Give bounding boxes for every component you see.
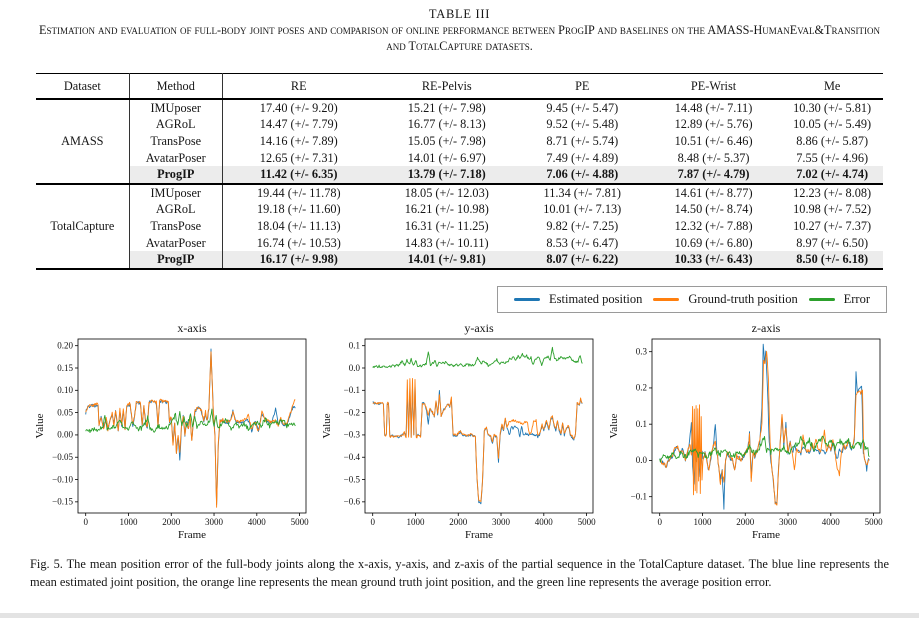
y-tick-label: 0.00 (57, 429, 73, 440)
y-tick-label: 0.1 (348, 340, 360, 351)
y-axis-label: Value (321, 413, 333, 439)
legend-label: Error (843, 292, 870, 306)
value-cell: 8.50 (+/- 6.18) (781, 251, 883, 269)
x-tick-label: 5000 (864, 517, 883, 527)
method-cell: ProgIP (129, 166, 222, 184)
x-tick-label: 4000 (534, 517, 553, 527)
value-cell: 9.82 (+/- 7.25) (546, 218, 619, 233)
table-row (36, 235, 883, 252)
y-tick-label: 0.0 (348, 362, 360, 373)
table-section-totalcapture (36, 184, 883, 269)
series-ground-truth-position (86, 352, 296, 508)
value-cell: 10.98 (+/- 7.52) (793, 202, 872, 217)
value-cell: 12.65 (+/- 7.31) (259, 150, 338, 165)
y-tick-label: 0.05 (57, 407, 73, 418)
value-cell: 14.48 (+/- 7.11) (674, 100, 753, 115)
table-row (36, 202, 883, 219)
value-cell: 8.97 (+/- 6.50) (796, 235, 869, 250)
value-cell: 8.48 (+/- 5.37) (677, 150, 750, 165)
legend-item (514, 292, 642, 307)
table-row (36, 117, 883, 134)
table-title: TABLE III (428, 7, 491, 21)
y-axis-label: Value (608, 413, 620, 439)
value-cell: 18.04 (+/- 11.13) (256, 218, 341, 233)
value-cell: 9.52 (+/- 5.48) (546, 117, 619, 132)
value-cell: 14.01 (+/- 6.97) (407, 150, 486, 165)
table-row (36, 184, 883, 202)
plot-frame (78, 339, 306, 513)
value-cell: 8.71 (+/- 5.74) (546, 133, 619, 148)
value-cell: 12.32 (+/- 7.88) (674, 218, 753, 233)
value-cell: 10.69 (+/- 6.80) (674, 235, 753, 250)
value-cell: 7.55 (+/- 4.96) (796, 150, 869, 165)
x-tick-label: 1000 (693, 517, 712, 527)
table-row (36, 150, 883, 167)
legend-item (809, 292, 870, 307)
chart-title: y-axis (464, 321, 494, 335)
value-cell: 7.06 (+/- 4.88) (519, 166, 646, 184)
value-cell: 15.21 (+/- 7.98) (407, 100, 486, 115)
results-table (36, 73, 883, 270)
chart-legend (497, 286, 887, 313)
series-estimated-position (660, 344, 870, 509)
x-tick-label: 2000 (449, 517, 468, 527)
legend-line-swatch (653, 298, 679, 301)
value-cell: 12.89 (+/- 5.76) (674, 117, 753, 132)
y-tick-label: 0.0 (635, 455, 647, 466)
y-tick-label: 0.10 (57, 385, 73, 396)
x-tick-label: 0 (657, 517, 662, 527)
value-cell: 8.07 (+/- 6.22) (519, 251, 646, 269)
value-cell: 9.45 (+/- 5.47) (546, 100, 619, 115)
value-cell: 11.42 (+/- 6.35) (222, 166, 374, 184)
method-cell: TransPose (129, 133, 222, 150)
value-cell: 14.83 (+/- 10.11) (404, 235, 489, 250)
value-cell: 14.01 (+/- 9.81) (375, 251, 519, 269)
x-tick-label: 0 (370, 517, 375, 527)
value-cell: 12.23 (+/- 8.08) (793, 185, 872, 200)
chart-title: x-axis (177, 321, 207, 335)
column-header-re-pelvis: RE-Pelvis (375, 74, 519, 100)
y-axis-label: Value (34, 413, 46, 439)
chart-y-axis (319, 319, 601, 547)
value-cell: 19.44 (+/- 11.78) (256, 185, 341, 200)
dataset-cell: AMASS (36, 99, 129, 184)
column-header-dataset: Dataset (36, 74, 129, 100)
value-cell: 13.79 (+/- 7.18) (375, 166, 519, 184)
y-tick-label: −0.6 (343, 496, 360, 507)
figure-caption: Fig. 5. The mean position error of the full-body joints along the x-axis, y-axis, and z-axis of the partial sequence in the TotalCapture dataset. The blue line represents the mean estimated joint position, the orange line represents the mean ground truth joint position, and the green line represents the average position error. (30, 557, 889, 589)
column-header-pe-wrist: PE-Wrist (646, 74, 782, 100)
y-tick-label: −0.3 (343, 429, 360, 440)
value-cell: 14.50 (+/- 8.74) (674, 202, 753, 217)
column-header-me: Me (781, 74, 883, 100)
method-cell: AGRoL (129, 202, 222, 219)
x-tick-label: 3000 (492, 517, 511, 527)
table-row (36, 133, 883, 150)
series-ground-truth-position (373, 379, 583, 502)
chart-title: z-axis (751, 321, 781, 335)
value-cell: 16.74 (+/- 10.53) (256, 235, 341, 250)
x-tick-label: 1000 (119, 517, 138, 527)
value-cell: 7.87 (+/- 4.79) (646, 166, 782, 184)
value-cell: 10.01 (+/- 7.13) (543, 202, 622, 217)
chart-x-axis (32, 319, 314, 547)
value-cell: 10.51 (+/- 6.46) (674, 133, 753, 148)
column-header-re: RE (222, 74, 374, 100)
y-tick-label: −0.2 (343, 407, 360, 418)
x-axis-label: Frame (464, 529, 494, 541)
column-header-method: Method (129, 74, 222, 100)
legend-label: Ground-truth position (688, 292, 798, 306)
value-cell: 19.18 (+/- 11.60) (256, 202, 341, 217)
x-tick-label: 4000 (247, 517, 266, 527)
value-cell: 8.86 (+/- 5.87) (796, 133, 869, 148)
value-cell: 14.16 (+/- 7.89) (259, 133, 338, 148)
page-edge-strip (0, 613, 919, 618)
value-cell: 18.05 (+/- 12.03) (404, 185, 489, 200)
charts-row (32, 319, 888, 547)
value-cell: 11.34 (+/- 7.81) (543, 185, 622, 200)
x-tick-label: 2000 (736, 517, 755, 527)
value-cell: 16.21 (+/- 10.98) (404, 202, 489, 217)
column-header-pe: PE (519, 74, 646, 100)
x-tick-label: 5000 (290, 517, 309, 527)
y-tick-label: −0.1 (343, 385, 360, 396)
value-cell: 16.31 (+/- 11.25) (404, 218, 489, 233)
y-tick-label: 0.20 (57, 340, 73, 351)
table-header-row (36, 74, 883, 100)
x-axis-label: Frame (177, 529, 207, 541)
table-row (36, 218, 883, 235)
legend-line-swatch (514, 298, 540, 301)
value-cell: 7.02 (+/- 4.74) (781, 166, 883, 184)
x-tick-label: 4000 (821, 517, 840, 527)
value-cell: 16.17 (+/- 9.98) (222, 251, 374, 269)
table-header (36, 74, 883, 100)
y-tick-label: −0.10 (52, 474, 73, 485)
y-tick-label: −0.4 (343, 452, 360, 463)
table-row (36, 251, 883, 269)
method-cell: AvatarPoser (129, 235, 222, 252)
x-tick-label: 0 (83, 517, 88, 527)
y-tick-label: 0.2 (635, 382, 647, 393)
method-cell: AvatarPoser (129, 150, 222, 167)
y-tick-label: 0.1 (635, 418, 647, 429)
value-cell: 14.47 (+/- 7.79) (259, 117, 338, 132)
value-cell: 16.77 (+/- 8.13) (407, 117, 486, 132)
dataset-cell: TotalCapture (36, 184, 129, 269)
x-tick-label: 1000 (406, 517, 425, 527)
value-cell: 7.49 (+/- 4.89) (546, 150, 619, 165)
x-tick-label: 3000 (205, 517, 224, 527)
y-tick-label: −0.15 (52, 496, 73, 507)
y-tick-label: 0.3 (635, 346, 647, 357)
table-row (36, 99, 883, 117)
value-cell: 17.40 (+/- 9.20) (259, 100, 338, 115)
series-error (373, 347, 583, 367)
legend-item (653, 292, 797, 307)
y-tick-label: −0.5 (343, 474, 360, 485)
method-cell: IMUposer (129, 184, 222, 202)
method-cell: ProgIP (129, 251, 222, 269)
x-tick-label: 5000 (577, 517, 596, 527)
method-cell: AGRoL (129, 117, 222, 134)
x-tick-label: 3000 (779, 517, 798, 527)
legend-line-swatch (809, 298, 835, 301)
legend-label: Estimated position (549, 292, 643, 306)
value-cell: 10.27 (+/- 7.37) (793, 218, 872, 233)
x-axis-label: Frame (751, 529, 781, 541)
y-tick-label: 0.15 (57, 362, 73, 373)
table-section-amass (36, 99, 883, 184)
method-cell: IMUposer (129, 99, 222, 117)
y-tick-label: −0.1 (630, 491, 647, 502)
value-cell: 10.30 (+/- 5.81) (793, 100, 872, 115)
x-tick-label: 2000 (162, 517, 181, 527)
value-cell: 10.05 (+/- 5.49) (793, 117, 872, 132)
y-tick-label: −0.05 (52, 452, 73, 463)
value-cell: 14.61 (+/- 8.77) (674, 185, 753, 200)
method-cell: TransPose (129, 218, 222, 235)
table-caption: Estimation and evaluation of full-body joint poses and comparison of online performance between ProgIP and baselines on the AMASS-HumanEval&Transition and TotalCapture datasets. (39, 23, 880, 53)
value-cell: 8.53 (+/- 6.47) (546, 235, 619, 250)
chart-z-axis (606, 319, 888, 547)
value-cell: 15.05 (+/- 7.98) (407, 133, 486, 148)
value-cell: 10.33 (+/- 6.43) (646, 251, 782, 269)
table-row (36, 166, 883, 184)
